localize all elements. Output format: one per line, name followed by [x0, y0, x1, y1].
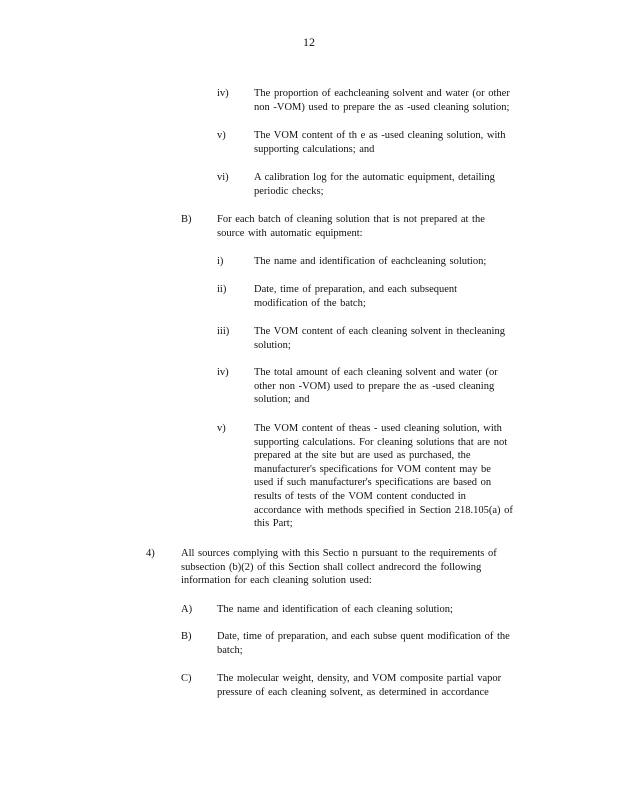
item-label: vi)	[217, 172, 229, 183]
item-text: The name and identification of each cleaning solution;	[217, 604, 453, 615]
item-label: i)	[217, 256, 224, 267]
item-label: A)	[181, 604, 193, 615]
section-b-label: B)	[181, 214, 192, 225]
section-4-text: All sources complying with this Sectio n pursuant to the requirements of subsection (b)(2) of this Section shall collect andrecord the following information for each cleaning solution used:	[181, 548, 497, 587]
item-label: iv)	[217, 367, 229, 378]
page-number: 12	[303, 35, 315, 49]
item-label: C)	[181, 673, 192, 684]
item-text: Date, time of preparation, and each subsequent modification of the batch;	[254, 284, 458, 309]
item-label: iii)	[217, 326, 230, 337]
item-text: The total amount of each cleaning solvent and water (or other non -VOM) used to prepare the as -used cleaning solution; and	[254, 367, 498, 406]
item-text: The name and identification of eachcleaning solution;	[254, 256, 487, 267]
item-label: v)	[217, 423, 226, 434]
item-label: iv)	[217, 88, 229, 99]
item-text: The molecular weight, density, and VOM composite partial vapor pressure of each cleaning solvent, as determined in accordance	[217, 673, 502, 698]
item-label: v)	[217, 130, 226, 141]
item-text: The VOM content of each cleaning solvent in thecleaning solution;	[254, 326, 505, 351]
item-text: The proportion of eachcleaning solvent and water (or other non -VOM) used to prepare the as -used cleaning solution;	[254, 88, 510, 113]
item-text: A calibration log for the automatic equipment, detailing periodic checks;	[254, 172, 495, 197]
item-text: Date, time of preparation, and each subse quent modification of the batch;	[217, 631, 510, 656]
item-label: B)	[181, 631, 192, 642]
section-4-label: 4)	[146, 548, 155, 559]
section-b-text: For each batch of cleaning solution that is not prepared at the source with automatic equipment:	[217, 214, 485, 239]
item-text: The VOM content of th e as -used cleaning solution, with supporting calculations; and	[254, 130, 506, 155]
item-text: The VOM content of theas - used cleaning solution, with supporting calculations. For cleaning solutions that are not prepared at the site but are used as purchased, the manufacturer's specifications for VOM content may be used if such manufacturer's specifications are based on results of tests of the VOM content conducted in accordance with methods specified in Section 218.105(a) of this Part;	[254, 423, 513, 530]
item-label: ii)	[217, 284, 227, 295]
